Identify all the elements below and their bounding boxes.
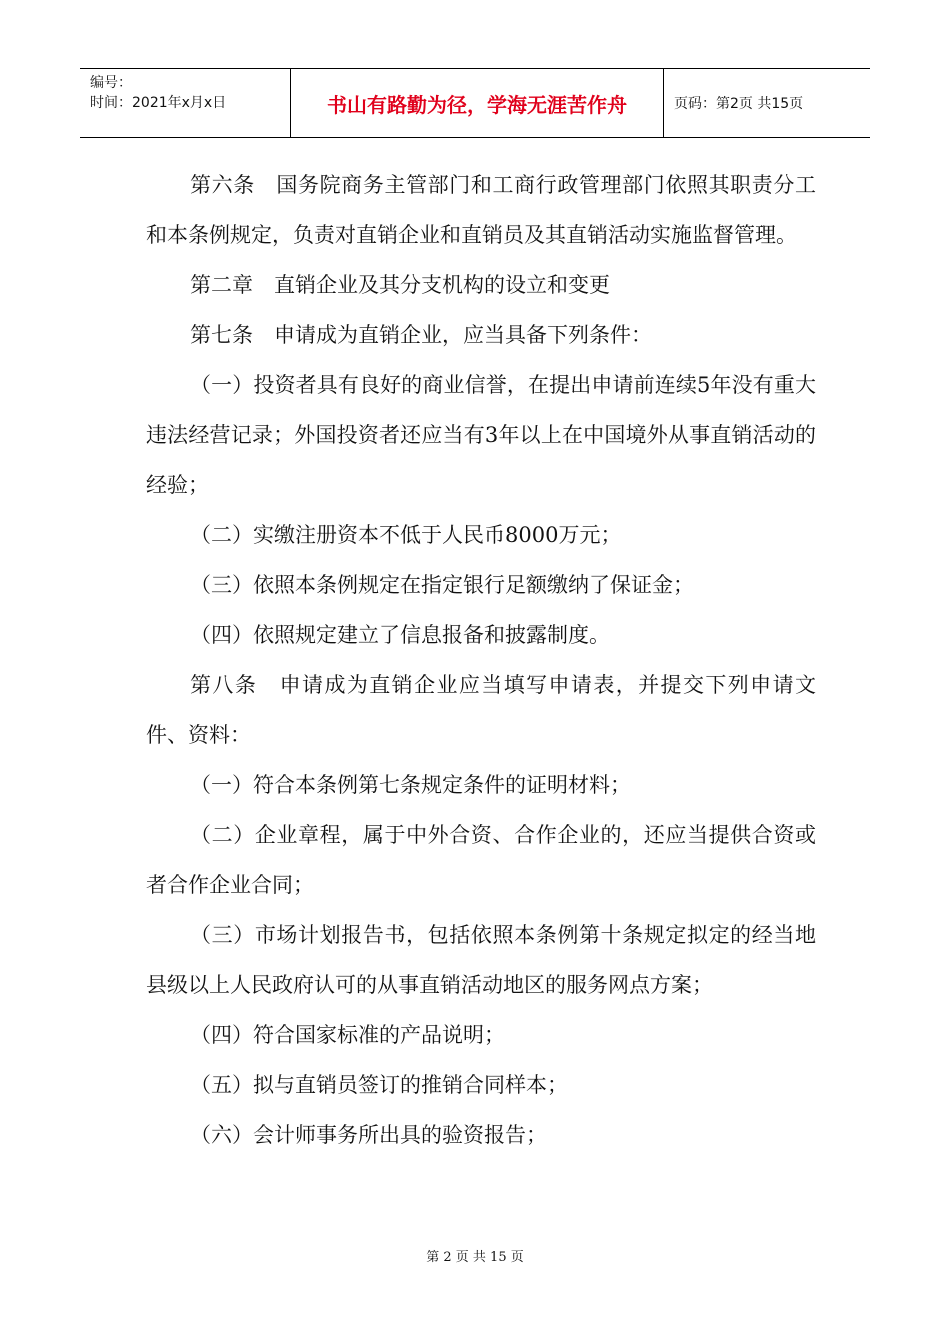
paragraph: （一）投资者具有良好的商业信誉，在提出申请前连续5年没有重大违法经营记录；外国投资者还应当有3年以上在中国境外从事直销活动的经验；: [146, 373, 816, 497]
document-time: 时间：2021年x月x日: [90, 95, 227, 111]
paragraph: （三）市场计划报告书，包括依照本条例第十条规定拟定的经当地县级以上人民政府认可的从事直销活动地区的服务网点方案；: [146, 923, 816, 997]
chapter-heading: 第二章 直销企业及其分支机构的设立和变更: [190, 273, 610, 297]
page-header: [80, 68, 870, 138]
paragraph: （一）符合本条例第七条规定条件的证明材料；: [190, 773, 631, 797]
paragraph: （三）依照本条例规定在指定银行足额缴纳了保证金；: [190, 573, 694, 597]
paragraph: （二）实缴注册资本不低于人民币8000万元；: [190, 523, 622, 547]
paragraph: （二）企业章程，属于中外合资、合作企业的，还应当提供合资或者合作企业合同；: [146, 823, 816, 897]
paragraph: （四）依照规定建立了信息报备和披露制度。: [190, 623, 610, 647]
paragraph: 第七条 申请成为直销企业，应当具备下列条件：: [190, 323, 652, 347]
paragraph: （五）拟与直销员签订的推销合同样本；: [190, 1073, 568, 1097]
header-page-info: 页码：第2页 共15页: [674, 96, 804, 112]
document-number: 编号：: [90, 75, 132, 91]
paragraph: （六）会计师事务所出具的验资报告；: [190, 1123, 547, 1147]
document-body: [146, 160, 816, 1160]
header-meta: [80, 69, 291, 137]
page-footer: 第 2 页 共 15 页: [426, 1250, 524, 1265]
paragraph: 第八条 申请成为直销企业应当填写申请表，并提交下列申请文件、资料：: [146, 673, 816, 747]
header-motto: 书山有路勤为径，学海无涯苦作舟: [291, 69, 664, 137]
paragraph: 第六条 国务院商务主管部门和工商行政管理部门依照其职责分工和本条例规定，负责对直销企业和直销员及其直销活动实施监督管理。: [146, 173, 816, 247]
paragraph: （四）符合国家标准的产品说明；: [190, 1023, 505, 1047]
